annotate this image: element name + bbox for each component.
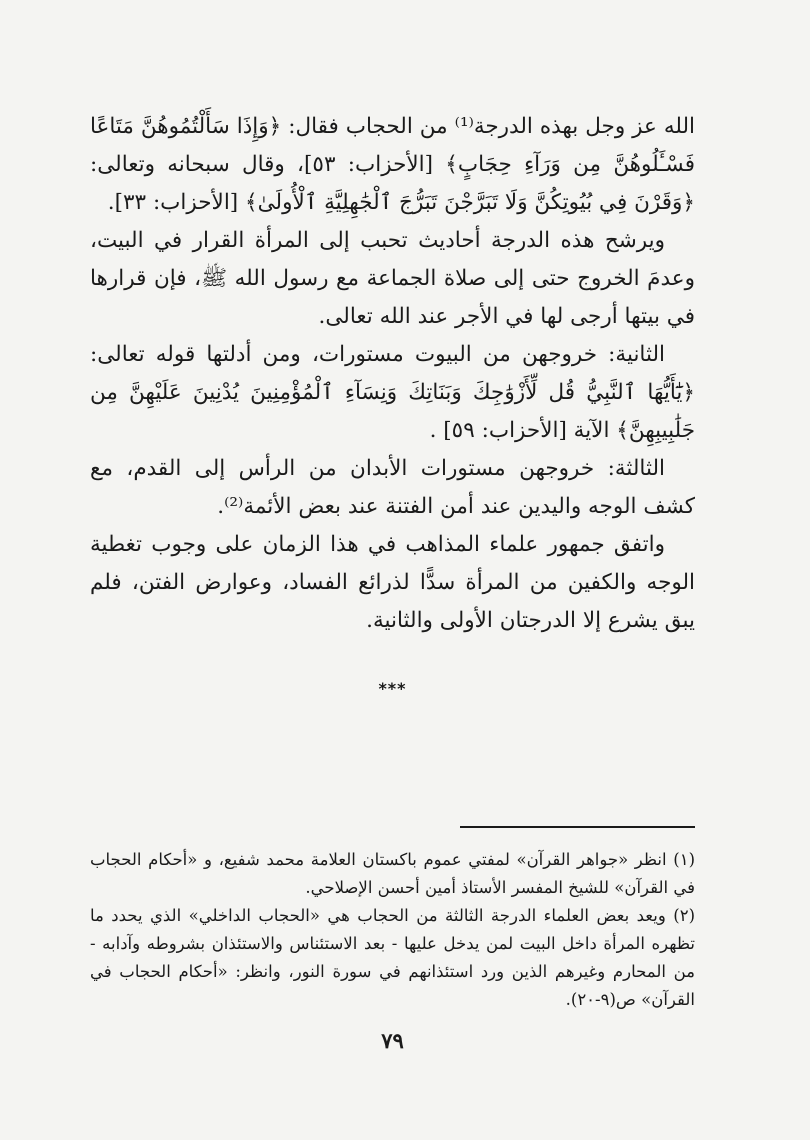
paragraph-5: واتفق جمهور علماء المذاهب في هذا الزمان على وجوب تغطية الوجه والكفين من المرأة سدًّا لذرائع الفساد، وعوارض الفتن، فلم يبق يشرع إلا الدرجتان الأولى والثانية.: [90, 532, 695, 633]
section-separator: ***: [378, 679, 407, 698]
paragraph-4: الثالثة: خروجهن مستورات الأبدان من الرأس إلى القدم، مع كشف الوجه واليدين عند أمن الفتنة عند بعض الأئمة⁽²⁾.: [90, 456, 695, 519]
footnote-1: (١) انظر «جواهر القرآن» لمفتي عموم باكستان العلامة محمد شفيع، و «أحكام الحجاب في القرآن» للشيخ المفسر الأستاذ أمين أحسن الإصلاحي.: [90, 850, 695, 897]
footnote-divider: [460, 826, 695, 828]
paragraph-1: الله عز وجل بهذه الدرجة⁽¹⁾ من الحجاب فقال: ﴿وَإِذَا سَأَلْتُمُوهُنَّ مَتَاعًا فَسْـَٔلُوهُنَّ مِن وَرَآءِ حِجَابٍ﴾ [الأحزاب: ٥٣]، وقال سبحانه وتعالى: ﴿وَقَرْنَ فِي بُيُوتِكُنَّ وَلَا تَبَرَّجْنَ تَبَرُّجَ ٱلْجَٰهِلِيَّةِ ٱلْأُولَىٰ﴾ [الأحزاب: ٣٣].: [90, 114, 696, 215]
paragraph-2: ويرشح هذه الدرجة أحاديث تحبب إلى المرأة القرار في البيت، وعدمَ الخروج حتى إلى صلاة الجماعة مع رسول الله ﷺ، فإن قرارها في بيتها أرجى لها في الأجر عند الله تعالى.: [90, 228, 695, 329]
paragraph-3: الثانية: خروجهن من البيوت مستورات، ومن أدلتها قوله تعالى: ﴿يَٰٓأَيُّهَا ٱلنَّبِيُّ قُل لِّأَزْوَٰجِكَ وَبَنَاتِكَ وَنِسَآءِ ٱلْمُؤْمِنِينَ يُدْنِينَ عَلَيْهِنَّ مِن جَلَٰبِيبِهِنَّ﴾ الآية [الأحزاب: ٥٩] .: [90, 342, 695, 443]
book-page: [90, 108, 695, 1108]
page-number: ٧٩: [381, 1028, 404, 1053]
footnotes: [90, 846, 695, 1014]
footnote-2: (٢) ويعد بعض العلماء الدرجة الثالثة من الحجاب هي «الحجاب الداخلي» الذي يحدد ما تظهره المرأة داخل البيت لمن يدخل عليها - بعد الاستئناس والاستئذان بشروطه وآدابه - من المحارم وغيرهم الذين ورد استئذانهم في سورة النور، وانظر: «أحكام الحجاب في القرآن» ص(٩-٢٠).: [90, 906, 695, 1009]
main-text: [90, 108, 695, 708]
